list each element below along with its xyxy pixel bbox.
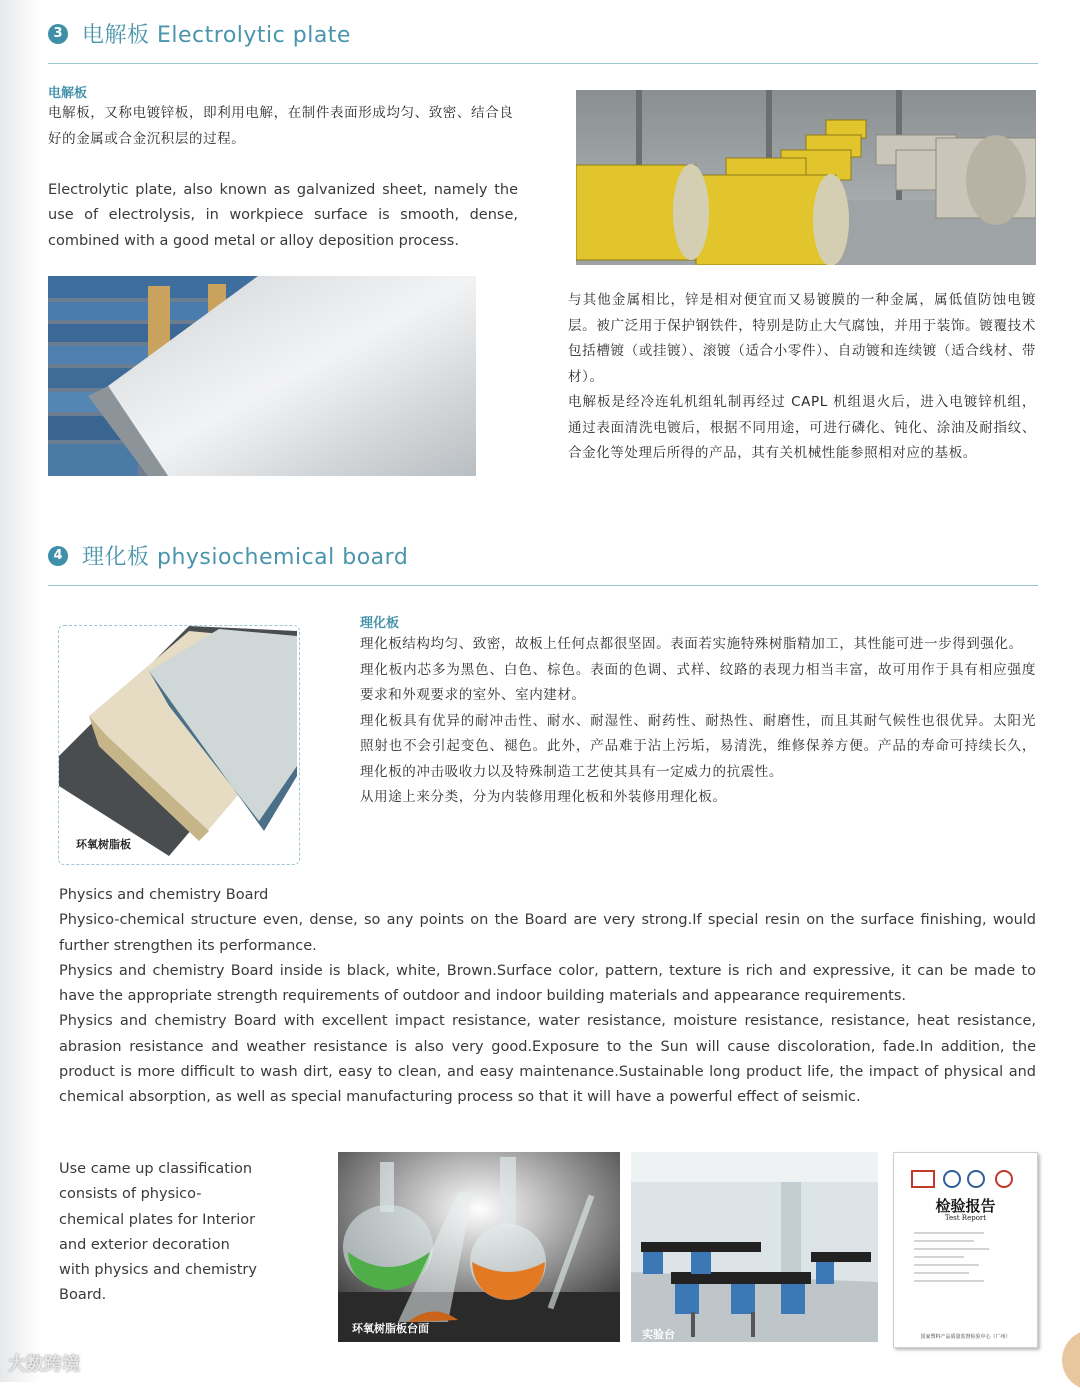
- left-edge-shade: [0, 0, 40, 1382]
- section-4-cn-p4: 从用途上来分类，分为内装修用理化板和外装修用理化板。: [360, 789, 727, 805]
- section-3-subtitle: 电解板: [48, 86, 88, 101]
- section-3-header: [48, 18, 351, 49]
- report-footer: 国家塑料产品质量监督检验中心（广州）: [920, 1334, 1011, 1340]
- section-4-number: 4: [48, 546, 68, 566]
- section-3-number: 3: [48, 24, 68, 44]
- glassware-caption: 环氧树脂板台面: [352, 1322, 429, 1335]
- section-3-cn-body-1: 与其他金属相比，锌是相对便宜而又易镀膜的一种金属，属低值防蚀电镀层。被广泛用于保护钢铁件，特别是防止大气腐蚀，并用于装饰。镀覆技术包括槽镀（或挂镀）、滚镀（适合小零件）、自动镀和连续镀（适合线材、带材）。: [568, 292, 1036, 385]
- lab-bench-caption: 实验台: [642, 1328, 675, 1341]
- test-report-image: [893, 1152, 1038, 1348]
- board-caption: 环氧树脂板: [76, 838, 131, 851]
- section-4-cn-text: [360, 632, 1036, 811]
- section-4-en-text: [59, 883, 1036, 1111]
- report-title-cn: 检验报告: [935, 1197, 996, 1215]
- lab-bench-photo: [631, 1152, 878, 1342]
- section-4-en-heading: Physics and chemistry Board: [59, 887, 269, 903]
- section-4-cn-p2: 理化板内芯多为黑色、白色、棕色。表面的色调、式样、纹路的表现力相当丰富，故可用作于具有相应强度要求和外观要求的室外、室内建材。: [360, 661, 1036, 703]
- board-photo: [58, 625, 300, 865]
- glassware-photo: [338, 1152, 620, 1342]
- section-4-cn-p1: 理化板结构均匀、致密，故板上任何点都很坚固。表面若实施特殊树脂精加工，其性能可进一步得到强化。: [360, 636, 1023, 652]
- page-corner-badge: [1062, 1330, 1080, 1390]
- section-4-rule: [48, 585, 1038, 586]
- section-4-en-p2: Physics and chemistry Board inside is black, white, Brown.Surface color, pattern, texture is rich and expressive, it can be made to have the appropriate strength requirements of outdoor and indoor building materials and appearance requirements.: [59, 962, 1036, 1005]
- section-4-header: [48, 540, 408, 571]
- section-4-subtitle: 理化板: [360, 616, 400, 631]
- section-4-en-p3: Physics and chemistry Board with excellent impact resistance, water resistance, moisture resistance, resistance, heat resistance, abrasion resistance and weather resistance is also very good.Exposure to the Sun will cause discoloration, fade.In addition, the product is more difficult to wash dirt, easy to clean, and easy maintenance.Sustainable long product life, the impact of physical and chemical absorption, as well as special manufacturing process so that it will have a powerful effect of seismic.: [59, 1013, 1036, 1106]
- section-4-cn-p3: 理化板具有优异的耐冲击性、耐水、耐湿性、耐药性、耐热性、耐磨性，而且其耐气候性也很优异。太阳光照射也不会引起变色、褪色。此外，产品难于沾上污垢，易清洗，维修保养方便。产品的寿命可持续长久，理化板的冲击吸收力以及特殊制造工艺使其具有一定威力的抗震性。: [360, 712, 1036, 780]
- steel-coils-photo: [576, 90, 1036, 265]
- electrolytic-plate-photo: [48, 276, 476, 476]
- section-3-cn-body-2: 电解板是经冷连轧机组轧制再经过 CAPL 机组退火后，进入电镀锌机组，通过表面清洗电镀后，根据不同用途，可进行磷化、钝化、涂油及耐指纹、合金化等处理后所得的产品，其有关机械性能参照相对应的基板。: [568, 394, 1036, 461]
- section-4-en-p1: Physico-chemical structure even, dense, so any points on the Board are very strong.If special resin on the surface finishing, would further strengthen its performance.: [59, 912, 1036, 954]
- report-title-en: Test Report: [944, 1214, 987, 1222]
- section-3-rule: [48, 63, 1038, 64]
- section-4-title: 理化板 physiochemical board: [82, 545, 409, 570]
- section-4-en-usage: Use came up classification consists of physico-chemical plates for Interior and exterior decoration with physics and chemistry Board.: [59, 1161, 257, 1304]
- watermark: 大数跨境: [8, 1354, 80, 1375]
- section-3-en-intro: Electrolytic plate, also known as galvanized sheet, namely the use of electrolysis, in workpiece surface is smooth, dense, combined with a good metal or alloy deposition process.: [48, 182, 518, 249]
- section-3-cn-intro: 电解板，又称电镀锌板，即利用电解，在制件表面形成均匀、致密、结合良好的金属或合金沉积层的过程。: [48, 105, 514, 147]
- section-3-title: 电解板 Electrolytic plate: [82, 23, 351, 48]
